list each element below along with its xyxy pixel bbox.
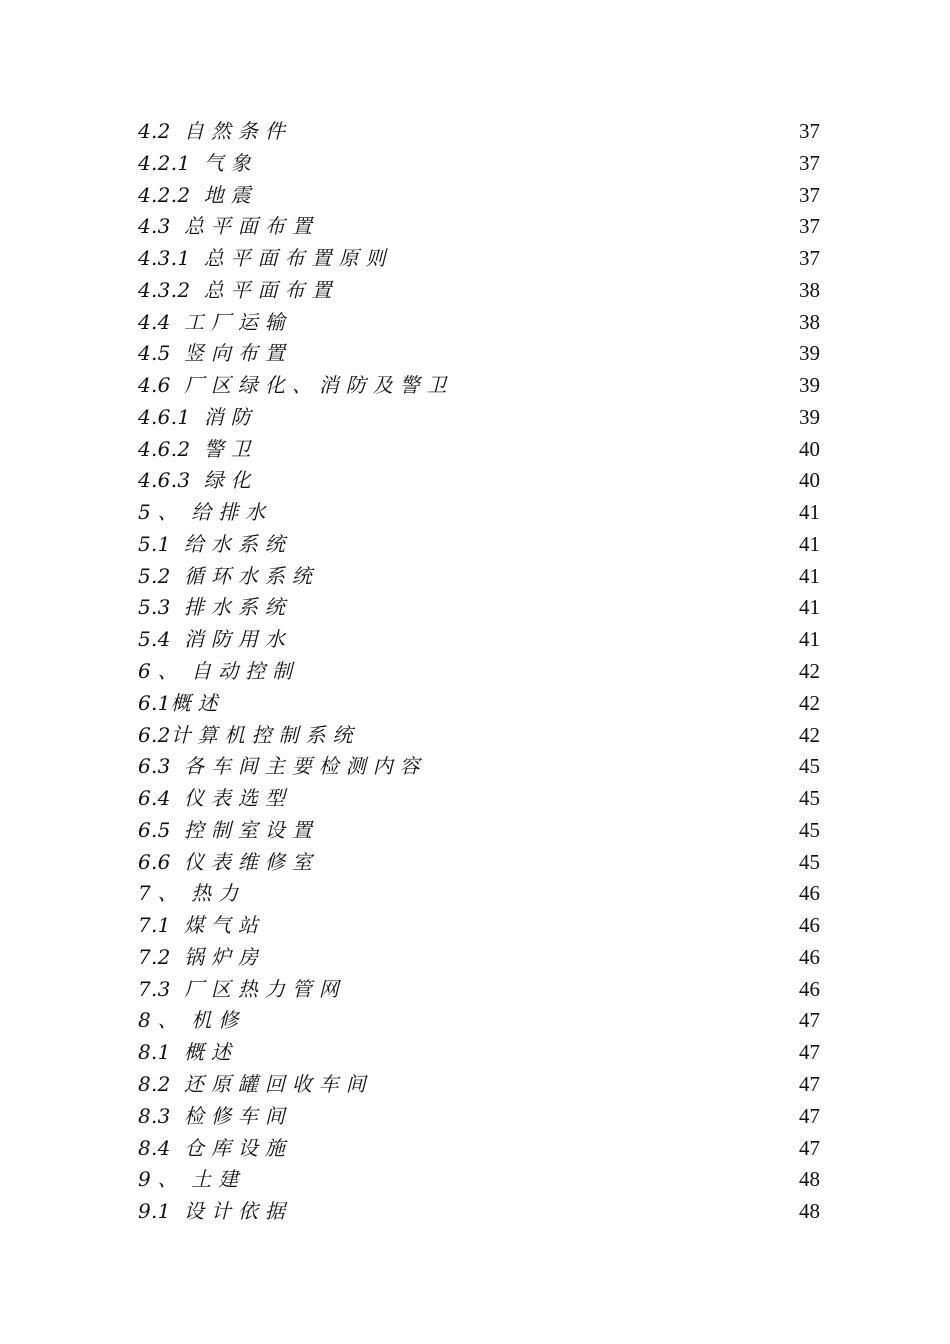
toc-entry-page-number: 38 (799, 309, 820, 334)
toc-entry-title: 5.1 给 水 系 统 (138, 531, 286, 556)
toc-entry-title: 4.2 自 然 条 件 (138, 119, 286, 143)
toc-entry-page-number: 39 (799, 341, 820, 366)
toc-entry-title: 7 、 热 力 (138, 881, 239, 906)
toc-entry-page-number: 37 (799, 119, 820, 143)
toc-entry[interactable] (138, 974, 820, 1006)
toc-entry[interactable] (138, 847, 820, 879)
toc-entry[interactable] (138, 243, 820, 275)
toc-entry-title: 8.3 检 修 车 间 (138, 1103, 286, 1128)
toc-entry-page-number: 40 (799, 436, 820, 461)
toc-entry-title: 4.2.1 气 象 (138, 150, 251, 175)
toc-entry-title: 6.3 各 车 间 主 要 检 测 内 容 (138, 754, 420, 779)
toc-entry-title: 4.2.2 地 震 (138, 182, 251, 207)
toc-entry-title: 4.3.2 总 平 面 布 置 (138, 277, 332, 302)
toc-entry-page-number: 46 (799, 913, 820, 938)
toc-entry-page-number: 38 (799, 277, 820, 302)
toc-entry[interactable] (138, 815, 820, 847)
toc-entry-page-number: 41 (799, 627, 820, 652)
toc-entry-title: 6.2计 算 机 控 制 系 统 (138, 722, 353, 747)
table-of-contents (138, 116, 820, 1228)
toc-entry[interactable] (138, 1037, 820, 1069)
toc-entry-page-number: 45 (799, 754, 820, 779)
toc-entry[interactable] (138, 592, 820, 624)
toc-entry[interactable] (138, 402, 820, 434)
toc-entry-title: 6.5 控 制 室 设 置 (138, 817, 313, 842)
toc-entry-title: 4.4 工 厂 运 输 (138, 309, 286, 334)
toc-entry-title: 9 、 土 建 (138, 1167, 239, 1192)
toc-entry[interactable] (138, 1069, 820, 1101)
toc-entry[interactable] (138, 497, 820, 529)
toc-entry-page-number: 42 (799, 722, 820, 747)
toc-entry-page-number: 41 (799, 500, 820, 525)
toc-entry[interactable] (138, 1196, 820, 1228)
toc-entry-page-number: 47 (799, 1135, 820, 1160)
toc-entry-page-number: 41 (799, 531, 820, 556)
toc-entry-page-number: 47 (799, 1008, 820, 1033)
toc-entry-title: 5.3 排 水 系 统 (138, 595, 286, 620)
toc-entry-page-number: 39 (799, 404, 820, 429)
toc-entry-page-number: 40 (799, 468, 820, 493)
toc-entry[interactable] (138, 1101, 820, 1133)
toc-entry-title: 9.1 设 计 依 据 (138, 1199, 286, 1224)
toc-entry-title: 6.1概 述 (138, 690, 218, 715)
toc-entry[interactable] (138, 783, 820, 815)
toc-entry[interactable] (138, 180, 820, 212)
toc-entry[interactable] (138, 751, 820, 783)
toc-entry[interactable] (138, 561, 820, 593)
toc-entry-title: 4.5 竖 向 布 置 (138, 341, 286, 366)
toc-entry[interactable] (138, 275, 820, 307)
toc-entry-title: 5.2 循 环 水 系 统 (138, 563, 313, 588)
toc-entry-page-number: 41 (799, 563, 820, 588)
toc-entry[interactable] (138, 338, 820, 370)
toc-entry-page-number: 37 (799, 246, 820, 271)
toc-entry-page-number: 47 (799, 1103, 820, 1128)
toc-entry-title: 6 、 自 动 控 制 (138, 659, 293, 684)
toc-entry[interactable] (138, 1005, 820, 1037)
toc-entry-page-number: 37 (799, 182, 820, 207)
toc-entry-page-number: 45 (799, 849, 820, 874)
toc-entry-title: 5.4 消 防 用 水 (138, 627, 286, 652)
toc-entry-title: 8 、 机 修 (138, 1008, 239, 1033)
toc-entry-page-number: 46 (799, 976, 820, 1001)
toc-entry-page-number: 42 (799, 659, 820, 684)
toc-entry-title: 8.1 概 述 (138, 1040, 232, 1065)
toc-entry-title: 4.3.1 总 平 面 布 置 原 则 (138, 246, 386, 271)
toc-entry-title: 4.6.3 绿 化 (138, 468, 251, 493)
toc-entry[interactable] (138, 656, 820, 688)
toc-entry-page-number: 41 (799, 595, 820, 620)
toc-entry-title: 8.2 还 原 罐 回 收 车 间 (138, 1071, 367, 1096)
toc-entry-title: 6.4 仪 表 选 型 (138, 786, 286, 811)
toc-entry-page-number: 37 (799, 214, 820, 239)
toc-entry[interactable] (138, 116, 820, 148)
toc-entry[interactable] (138, 624, 820, 656)
toc-entry-page-number: 45 (799, 786, 820, 811)
toc-entry-page-number: 45 (799, 817, 820, 842)
toc-entry[interactable] (138, 465, 820, 497)
toc-entry-title: 4.6.2 警 卫 (138, 436, 251, 461)
toc-entry-page-number: 48 (799, 1199, 820, 1224)
toc-entry[interactable] (138, 942, 820, 974)
toc-entry[interactable] (138, 910, 820, 942)
toc-entry-page-number: 47 (799, 1071, 820, 1096)
toc-entry-page-number: 46 (799, 881, 820, 906)
toc-entry-page-number: 37 (799, 150, 820, 175)
toc-entry[interactable] (138, 688, 820, 720)
toc-entry-page-number: 39 (799, 373, 820, 398)
toc-entry-title: 7.2 锅 炉 房 (138, 944, 259, 969)
toc-entry-title: 5 、 给 排 水 (138, 500, 266, 525)
toc-entry-title: 8.4 仓 库 设 施 (138, 1135, 286, 1160)
toc-entry[interactable] (138, 720, 820, 752)
toc-entry[interactable] (138, 307, 820, 339)
toc-entry-title: 6.6 仪 表 维 修 室 (138, 849, 313, 874)
toc-entry[interactable] (138, 878, 820, 910)
toc-entry[interactable] (138, 1164, 820, 1196)
toc-entry-title: 4.3 总 平 面 布 置 (138, 214, 313, 239)
toc-entry-title: 7.1 煤 气 站 (138, 913, 259, 938)
toc-entry-page-number: 47 (799, 1040, 820, 1065)
toc-entry[interactable] (138, 529, 820, 561)
toc-entry[interactable] (138, 1133, 820, 1165)
toc-entry-title: 4.6.1 消 防 (138, 404, 251, 429)
toc-entry[interactable] (138, 148, 820, 180)
toc-entry[interactable] (138, 434, 820, 466)
toc-entry-page-number: 42 (799, 690, 820, 715)
toc-entry-title: 7.3 厂 区 热 力 管 网 (138, 976, 340, 1001)
toc-entry-page-number: 48 (799, 1167, 820, 1192)
toc-entry-page-number: 46 (799, 944, 820, 969)
toc-entry[interactable] (138, 211, 820, 243)
toc-entry-title: 4.6 厂 区 绿 化 、 消 防 及 警 卫 (138, 373, 447, 398)
toc-entry[interactable] (138, 370, 820, 402)
